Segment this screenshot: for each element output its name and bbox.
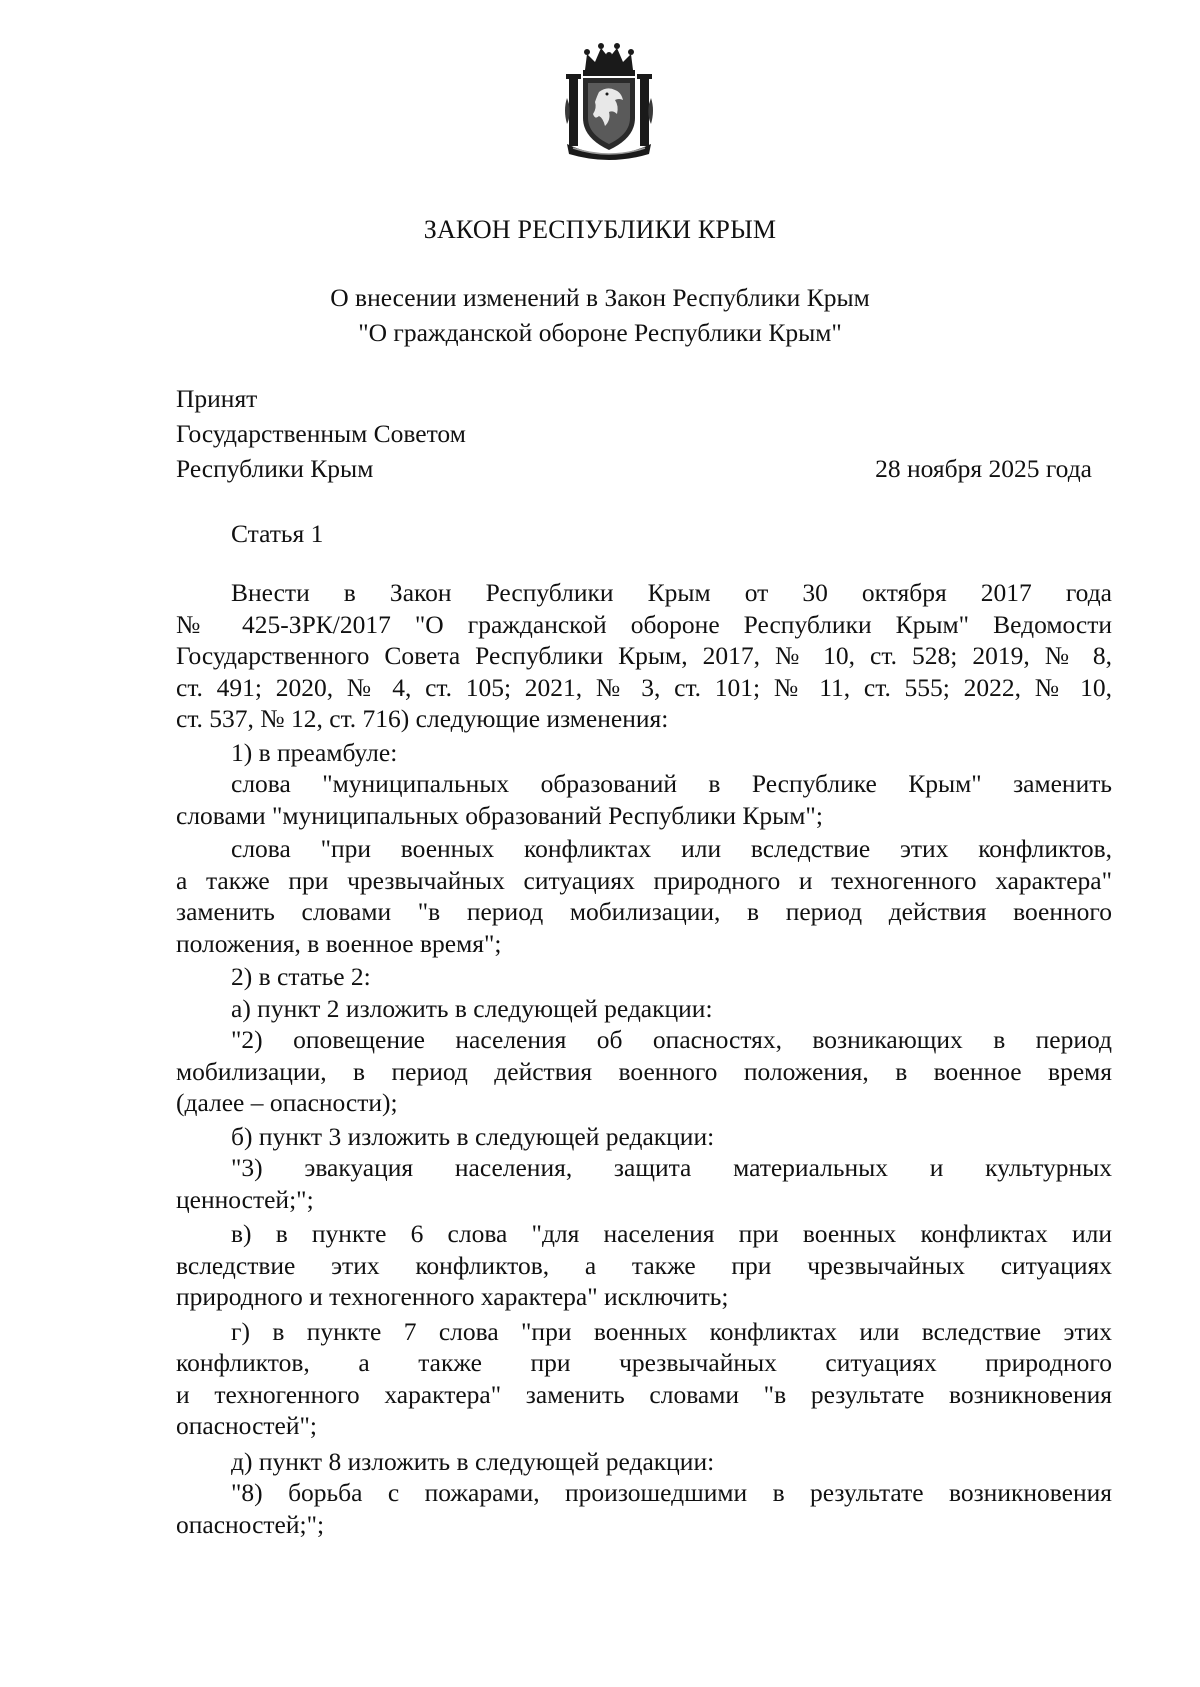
paragraph-line: д) пункт 8 изложить в следующей редакции: — [231, 1446, 715, 1476]
subtitle-line: О внесении изменений в Закон Республики Крым — [330, 283, 870, 312]
paragraph-line: вследствие этих конфликтов, а также при чрезвычайных ситуациях — [176, 1250, 1112, 1280]
paragraph-line: "2) оповещение населения об опасностях, возникающих в период — [231, 1025, 1112, 1054]
coat-of-arms-emblem — [563, 40, 655, 162]
article-paragraph — [176, 1316, 1112, 1442]
article-body — [176, 577, 1112, 1540]
article-heading: Статья 1 — [231, 519, 324, 548]
paragraph-line: № 425-ЗРК/2017 "О гражданской обороне Республики Крым" Ведомости — [176, 609, 1112, 639]
paragraph-line: 1) в преамбуле: — [231, 737, 398, 767]
paragraph-line: природного и техногенного характера" исключить; — [176, 1282, 729, 1311]
adopted-line: Государственным Советом — [176, 419, 466, 448]
article-paragraph — [176, 1152, 1112, 1215]
paragraph-line: а) пункт 2 изложить в следующей редакции: — [231, 993, 713, 1023]
article-paragraph — [176, 993, 1112, 1025]
paragraph-line: 2) в статье 2: — [231, 962, 371, 991]
paragraph-line: слова "при военных конфликтах или вследствие этих конфликтов, — [231, 834, 1112, 863]
adopted-by-block — [176, 381, 466, 486]
adopted-line: Принят — [176, 384, 258, 413]
article-paragraph — [176, 1477, 1112, 1540]
paragraph-line: мобилизации, в период действия военного положения, в военное время — [176, 1056, 1112, 1086]
document-subtitle — [0, 280, 1200, 350]
article-paragraph — [176, 1218, 1112, 1313]
paragraph-line: Внести в Закон Республики Крым от 30 октября 2017 года — [231, 578, 1112, 607]
paragraph-line: а также при чрезвычайных ситуациях природного и техногенного характера" — [176, 865, 1112, 895]
article-paragraph — [176, 737, 1112, 769]
adopted-date: 28 ноября 2025 года — [875, 454, 1092, 483]
paragraph-line: опасностей"; — [176, 1411, 317, 1440]
paragraph-line: "8) борьба с пожарами, произошедшими в результате возникновения — [231, 1478, 1112, 1507]
article-paragraph — [176, 577, 1112, 735]
paragraph-line: опасностей;"; — [176, 1509, 325, 1539]
subtitle-line: "О гражданской обороне Республики Крым" — [358, 318, 842, 347]
article-paragraph — [176, 1024, 1112, 1119]
paragraph-line: (далее – опасности); — [176, 1088, 398, 1117]
paragraph-line: Государственного Совета Республики Крым, 2017, № 10, ст. 528; 2019, № 8, — [176, 641, 1112, 670]
paragraph-line: конфликтов, а также при чрезвычайных ситуациях природного — [176, 1348, 1112, 1377]
document-title: ЗАКОН РЕСПУБЛИКИ КРЫМ — [423, 215, 777, 244]
paragraph-line: словами "муниципальных образований Республики Крым"; — [176, 800, 823, 830]
article-paragraph — [176, 961, 1112, 993]
paragraph-line: б) пункт 3 изложить в следующей редакции: — [231, 1121, 715, 1151]
paragraph-line: и техногенного характера" заменить словами "в результате возникновения — [176, 1379, 1112, 1409]
paragraph-line: положения, в военное время"; — [176, 928, 502, 958]
paragraph-line: слова "муниципальных образований в Республике Крым" заменить — [231, 769, 1112, 798]
paragraph-line: ст. 491; 2020, № 4, ст. 105; 2021, № 3, ст. 101; № 11, ст. 555; 2022, № 10, — [176, 672, 1112, 702]
article-paragraph — [176, 768, 1112, 831]
paragraph-line: ст. 537, № 12, ст. 716) следующие изменения: — [176, 704, 669, 733]
article-paragraph — [176, 1446, 1112, 1478]
article-paragraph — [176, 1121, 1112, 1153]
adopted-line: Республики Крым — [176, 454, 374, 483]
article-paragraph — [176, 833, 1112, 959]
paragraph-line: г) в пункте 7 слова "при военных конфликтах или вследствие этих — [231, 1316, 1112, 1346]
paragraph-line: ценностей;"; — [176, 1184, 314, 1214]
paragraph-line: заменить словами "в период мобилизации, в период действия военного — [176, 897, 1112, 926]
paragraph-line: "3) эвакуация населения, защита материальных и культурных — [231, 1153, 1112, 1182]
paragraph-line: в) в пункте 6 слова "для населения при военных конфликтах или — [231, 1219, 1112, 1248]
